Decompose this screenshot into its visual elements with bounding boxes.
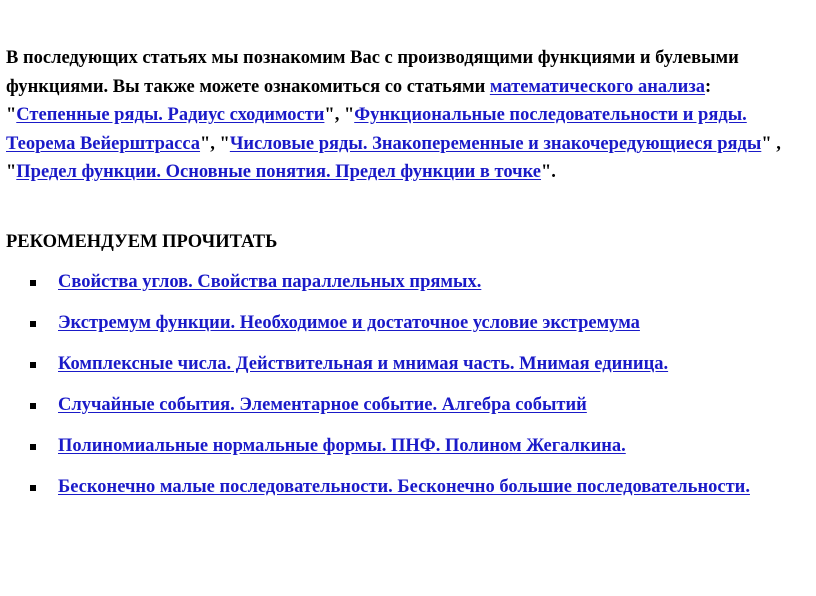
bullet-icon (30, 280, 36, 286)
intro-paragraph (6, 44, 806, 187)
bullet-icon (30, 403, 36, 409)
intro-text-4: ", " (200, 133, 230, 154)
intro-text-3: ", " (324, 105, 355, 125)
recommended-link-complex-numbers[interactable]: Комплексные числа. Действительная и мнимая часть. Мнимая единица. (58, 354, 669, 374)
recommended-list (0, 268, 800, 514)
list-item (0, 309, 800, 337)
link-function-limit[interactable]: Предел функции. Основные понятия. Предел функции в точке (16, 162, 542, 182)
intro-text-1: В последующих статьях мы познакомим Вас с производящими функциями и булевыми функциями. Вы также можете ознакомиться со статьями (6, 48, 739, 97)
intro-text-6: ". (541, 162, 556, 182)
recommended-heading: РЕКОМЕНДУЕМ ПРОЧИТАТЬ (6, 232, 278, 252)
bullet-icon (30, 321, 36, 327)
list-item (0, 350, 800, 378)
recommended-link-random-events[interactable]: Случайные события. Элементарное событие. Алгебра событий (58, 395, 587, 415)
recommended-link-angles[interactable]: Свойства углов. Свойства параллельных прямых. (58, 272, 482, 292)
link-numeric-series[interactable]: Числовые ряды. Знакопеременные и знакочередующиеся ряды (229, 133, 762, 154)
list-item (0, 391, 800, 419)
intro-text-5: " , " (6, 133, 781, 182)
bullet-icon (30, 362, 36, 368)
recommended-link-infinitesimal-sequences[interactable]: Бесконечно малые последовательности. Бесконечно большие последовательности. (58, 477, 750, 497)
link-functional-sequences[interactable]: Функциональные последовательности и ряды. Теорема Вейерштрасса (6, 105, 747, 154)
list-item (0, 473, 800, 501)
list-item (0, 432, 800, 460)
bullet-icon (30, 444, 36, 450)
link-power-series[interactable]: Степенные ряды. Радиус сходимости (16, 105, 325, 125)
recommended-link-extremum[interactable]: Экстремум функции. Необходимое и достаточное условие экстремума (58, 313, 640, 333)
list-item (0, 268, 800, 296)
intro-text-2: : " (6, 76, 712, 125)
link-mathematical-analysis[interactable]: математического анализа (489, 76, 706, 97)
bullet-icon (30, 485, 36, 491)
recommended-link-polynomial-forms[interactable]: Полиномиальные нормальные формы. ПНФ. Полином Жегалкина. (58, 436, 626, 456)
